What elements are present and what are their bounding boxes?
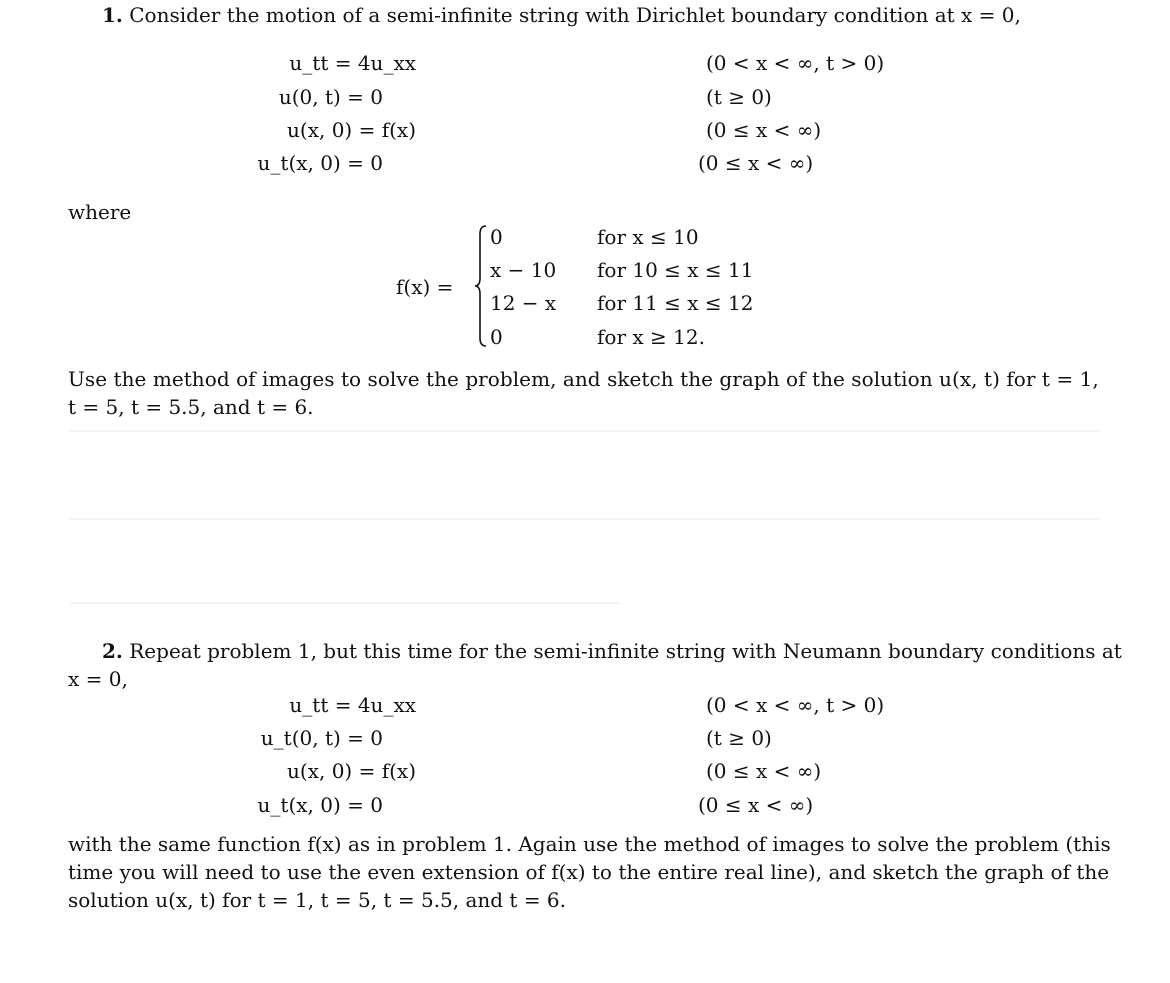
p2-eq3-lhs: u(x, 0) = f(x) — [287, 759, 416, 783]
piece3-cond: for 11 ≤ x ≤ 12 — [597, 291, 754, 315]
erased-region — [70, 602, 620, 604]
p2-eq2-lhs: u_t(0, t) = 0 — [260, 726, 383, 750]
problem1-intro: Consider the motion of a semi-infinite string with Dirichlet boundary condition at x = 0, — [129, 3, 1021, 27]
p2-eq4-lhs: u_t(x, 0) = 0 — [257, 793, 383, 817]
p1-eq1-lhs: u_tt = 4u_xx — [289, 51, 416, 75]
p2-eq3-cond: (0 ≤ x < ∞) — [706, 759, 822, 783]
piece1-cond: for x ≤ 10 — [597, 225, 699, 249]
p1-eq3-cond: (0 ≤ x < ∞) — [706, 118, 822, 142]
problem2-number: 2. — [102, 639, 123, 663]
p1-instruction-line1: Use the method of images to solve the problem, and sketch the graph of the solution u(x, t) for t = 1, — [68, 367, 1099, 391]
piece4-cond: for x ≥ 12. — [597, 325, 705, 349]
erased-region — [70, 430, 1100, 432]
piece2-expr: x − 10 — [490, 258, 557, 282]
p1-eq3-lhs: u(x, 0) = f(x) — [287, 118, 416, 142]
piece2-cond: for 10 ≤ x ≤ 11 — [597, 258, 754, 282]
p1-eq4-cond: (0 ≤ x < ∞) — [698, 151, 814, 175]
erased-region — [70, 518, 1100, 520]
p1-instruction-line2: t = 5, t = 5.5, and t = 6. — [68, 395, 314, 419]
p2-closing-line3: solution u(x, t) for t = 1, t = 5, t = 5.5, and t = 6. — [68, 888, 567, 912]
p1-eq4-lhs: u_t(x, 0) = 0 — [257, 151, 383, 175]
p1-eq1-cond: (0 < x < ∞, t > 0) — [706, 51, 885, 75]
problem2-intro-line1: Repeat problem 1, but this time for the semi-infinite string with Neumann boundary conditions at — [129, 639, 1122, 663]
problem2-heading — [102, 638, 1122, 664]
p2-eq2-cond: (t ≥ 0) — [706, 726, 772, 750]
p1-eq2-cond: (t ≥ 0) — [706, 85, 772, 109]
f-label: f(x) = — [396, 275, 454, 299]
problem2-intro-line2: x = 0, — [68, 667, 128, 691]
problem1-number: 1. — [102, 3, 123, 27]
p1-eq2-lhs: u(0, t) = 0 — [278, 85, 383, 109]
p2-eq4-cond: (0 ≤ x < ∞) — [698, 793, 814, 817]
where-label: where — [68, 200, 132, 224]
piecewise-brace — [474, 224, 488, 348]
p2-eq1-cond: (0 < x < ∞, t > 0) — [706, 693, 885, 717]
piece1-expr: 0 — [490, 225, 503, 249]
problem1-heading — [102, 2, 1021, 28]
piece4-expr: 0 — [490, 325, 503, 349]
p2-closing-line1: with the same function f(x) as in problem 1. Again use the method of images to solve the problem (this — [68, 832, 1111, 856]
piece3-expr: 12 − x — [490, 291, 557, 315]
p2-closing-line2: time you will need to use the even extension of f(x) to the entire real line), and sketch the graph of the — [68, 860, 1110, 884]
p2-eq1-lhs: u_tt = 4u_xx — [289, 693, 416, 717]
